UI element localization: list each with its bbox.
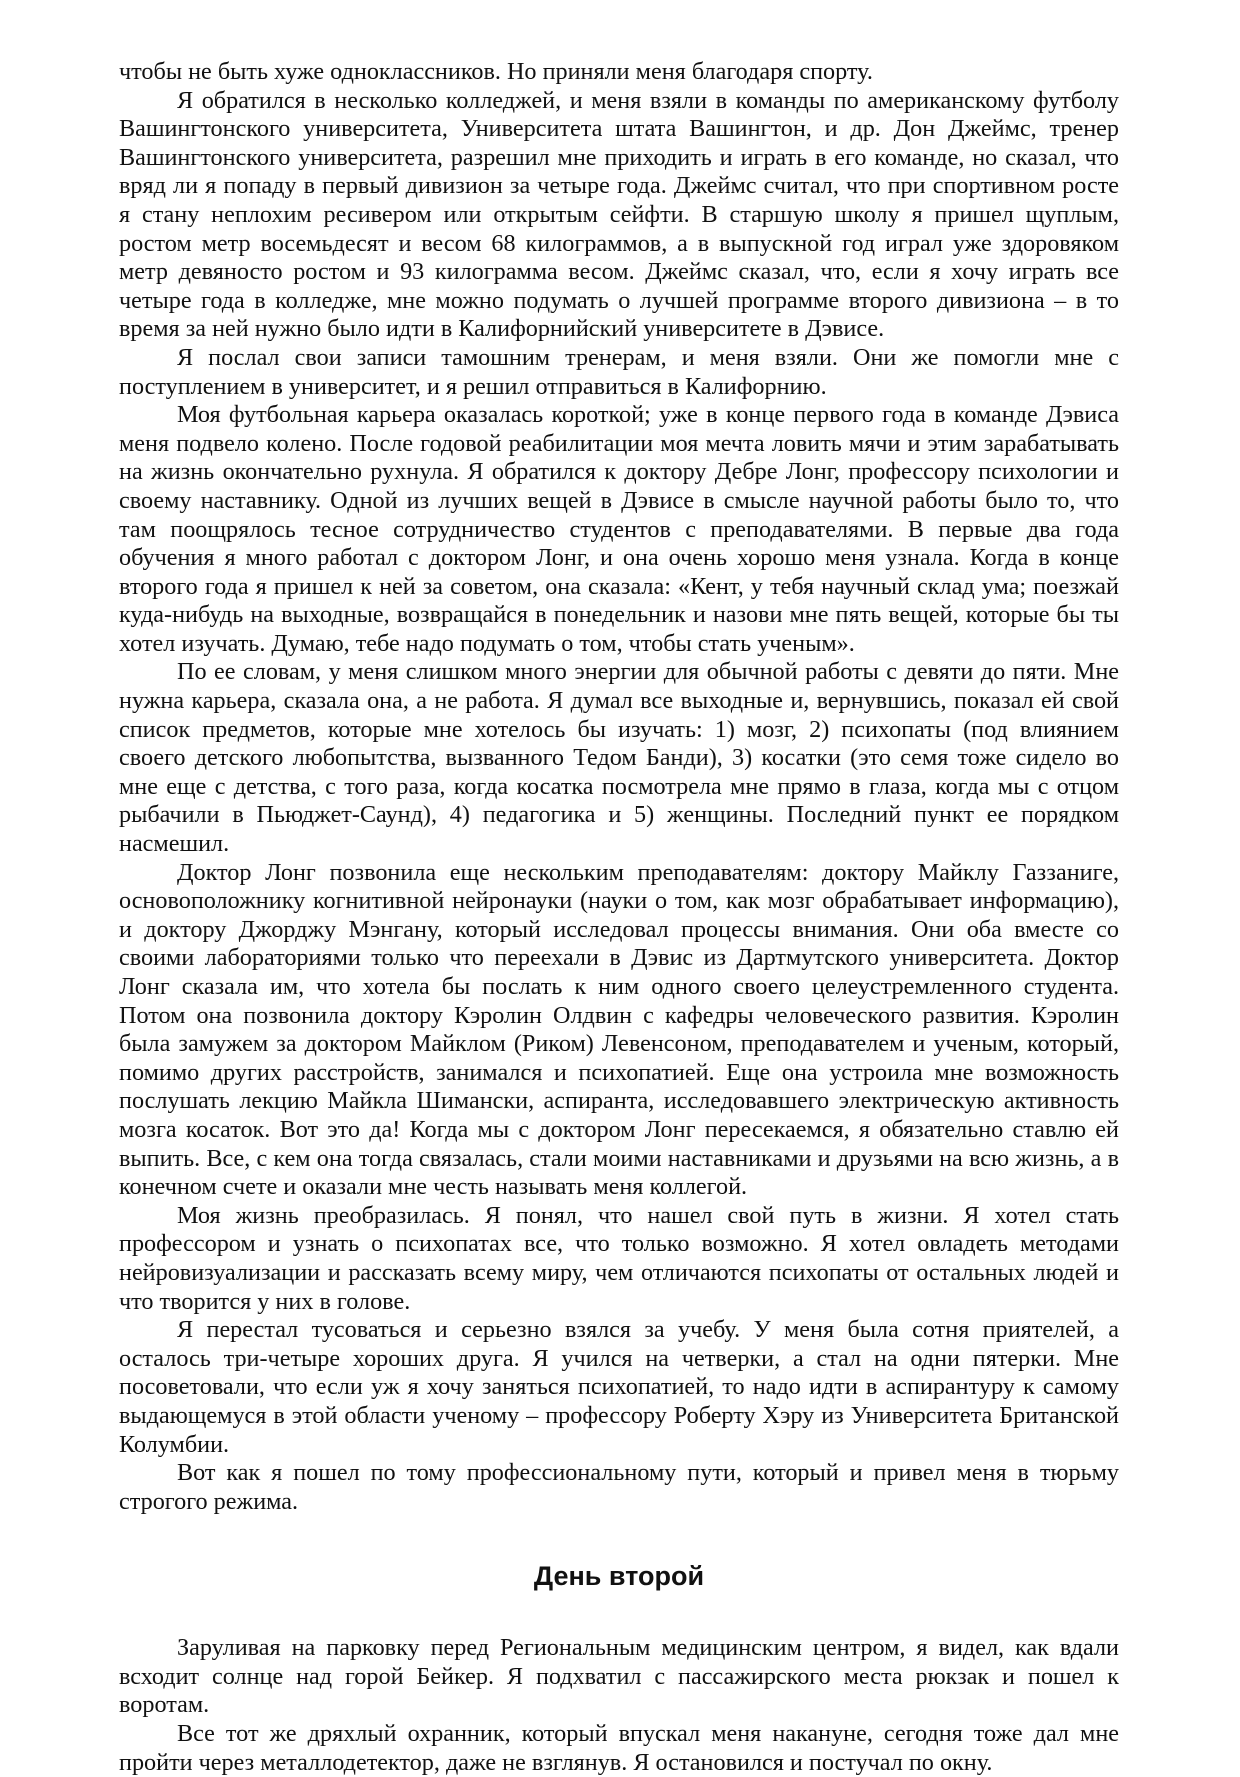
paragraph: Все тот же дряхлый охранник, который впускал меня накануне, сегодня тоже дал мне пройти через металлодетектор, даже не взглянув. Я остановился и постучал по окну. <box>119 1720 1119 1776</box>
paragraph: Моя футбольная карьера оказалась короткой; уже в конце первого года в команде Дэвиса меня подвело колено. После годовой реабилитации моя мечта ловить мячи и этим зарабатывать на жизнь окончательно рухнула. Я обратился к доктору Дебре Лонг, профессору психологии и своему наставнику. Одной из лучших вещей в Дэвисе в смысле научной работы было то, что там поощрялось тесное сотрудничество студентов с преподавателями. В первые два года обучения я много работал с доктором Лонг, и она очень хорошо меня узнала. Когда в конце второго года я пришел к ней за советом, она сказала: «Кент, у тебя научный склад ума; поезжай куда-нибудь на выходные, возвращайся в понедельник и назови мне пять вещей, которые бы ты хотел изучать. Думаю, тебе надо подумать о том, чтобы стать ученым». <box>119 401 1119 657</box>
paragraph: Заруливая на парковку перед Региональным медицинским центром, я видел, как вдали всходит солнце над горой Бейкер. Я подхватил с пассажирского места рюкзак и пошел к воротам. <box>119 1634 1119 1719</box>
paragraph: По ее словам, у меня слишком много энергии для обычной работы с девяти до пяти. Мне нужна карьера, сказала она, а не работа. Я думал все выходные и, вернувшись, показал ей свой список предметов, которые мне хотелось бы изучать: 1) мозг, 2) психопаты (под влиянием своего детского любопытства, вызванного Тедом Банди), 3) косатки (это семя тоже сидело во мне еще с детства, с того раза, когда косатка посмотрела мне прямо в глаза, когда мы с отцом рыбачили в Пьюджет-Саунд), 4) педагогика и 5) женщины. Последний пункт ее порядком насмешил. <box>119 658 1119 858</box>
paragraph: Я послал свои записи тамошним тренерам, и меня взяли. Они же помогли мне с поступлением в университет, и я решил отправиться в Калифорнию. <box>119 343 1119 400</box>
document-page <box>119 58 1119 1777</box>
paragraph: Доктор Лонг позвонила еще нескольким преподавателям: доктору Майклу Газзаниге, основоположнику когнитивной нейронауки (науки о том, как мозг обрабатывает информацию), и доктору Джорджу Мэнгану, который исследовал процессы внимания. Они оба вместе со своими лабораториями только что переехали в Дэвис из Дартмутского университета. Доктор Лонг сказала им, что хотела бы послать к ним одного своего целеустремленного студента. Потом она позвонила доктору Кэролин Олдвин с кафедры человеческого развития. Кэролин была замужем за доктором Майклом (Риком) Левенсоном, преподавателем и ученым, который, помимо других расстройств, занимался и психопатией. Еще она устроила мне возможность послушать лекцию Майкла Шимански, аспиранта, исследовавшего электрическую активность мозга косаток. Вот это да! Когда мы с доктором Лонг пересекаемся, я обязательно ставлю ей выпить. Все, с кем она тогда связалась, стали моими наставниками и друзьями на всю жизнь, а в конечном счете и оказали мне честь называть меня коллегой. <box>119 858 1119 1201</box>
paragraph: Моя жизнь преобразилась. Я понял, что нашел свой путь в жизни. Я хотел стать профессором и узнать о психопатах все, что только возможно. Я хотел овладеть методами нейровизуализации и рассказать всему миру, чем отличаются психопаты от остальных людей и что творится у них в голове. <box>119 1201 1119 1315</box>
section-heading: День второй <box>533 1561 705 1592</box>
paragraph: Я обратился в несколько колледжей, и меня взяли в команды по американскому футболу Вашингтонского университета, Университета штата Вашингтон, и др. Дон Джеймс, тренер Вашингтонского университета, разрешил мне приходить и играть в его команде, но сказал, что вряд ли я попаду в первый дивизион за четыре года. Джеймс считал, что при спортивном росте я стану неплохим ресивером или открытым сейфти. В старшую школу я пришел щуплым, ростом метр восемьдесят и весом 68 килограммов, а в выпускной год играл уже здоровяком метр девяносто ростом и 93 килограмма весом. Джеймс сказал, что, если я хочу играть все четыре года в колледже, мне можно подумать о лучшей программе второго дивизиона – в то время за ней нужно было идти в Калифорнийский университете в Дэвисе. <box>119 86 1119 343</box>
paragraph: Я перестал тусоваться и серьезно взялся за учебу. У меня была сотня приятелей, а осталось три-четыре хороших друга. Я учился на четверки, а стал на одни пятерки. Мне посоветовали, что если уж я хочу заняться психопатией, то надо идти в аспирантуру к самому выдающемуся в этой области ученому – профессору Роберту Хэру из Университета Британской Колумбии. <box>119 1316 1119 1458</box>
paragraph: Вот как я пошел по тому профессиональному пути, который и привел меня в тюрьму строгого режима. <box>119 1459 1119 1515</box>
paragraph: чтобы не быть хуже одноклассников. Но приняли меня благодаря спорту. <box>119 58 873 85</box>
